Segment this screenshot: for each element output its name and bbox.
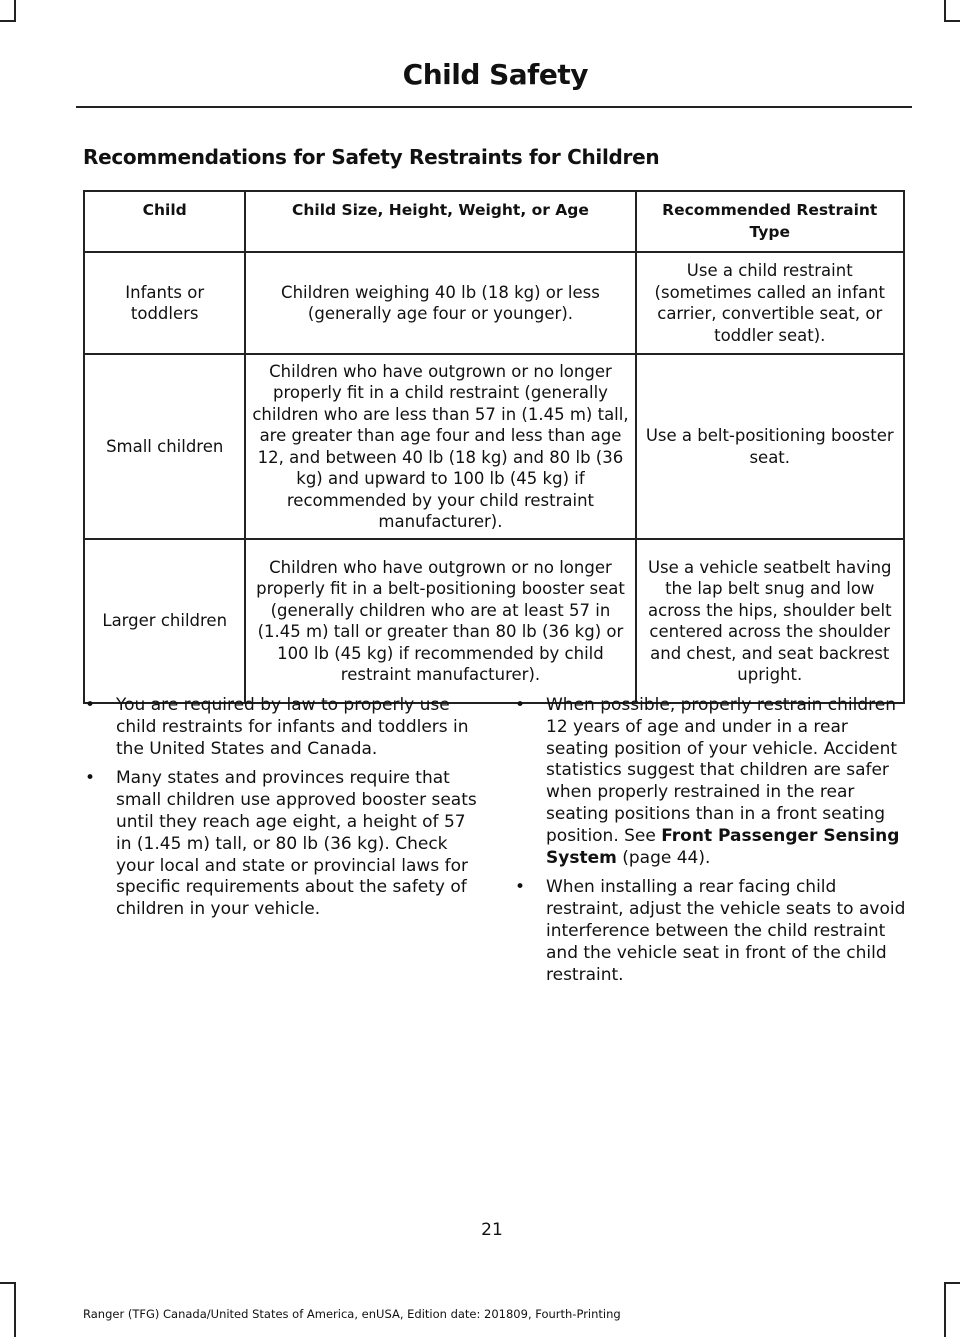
table-cell-child: Small children (84, 354, 245, 539)
table-cell-child: Infants or toddlers (84, 252, 245, 354)
column-header-child: Child (84, 191, 245, 252)
crop-mark-top-right-h (944, 20, 960, 22)
table-cell-size: Children who have outgrown or no longer properly fit in a child restraint (generally children who are less than 57 in (1.45 m) tall, are greater than age four and less than age 12, and between 40 lb (18 kg) and 80 lb (36 kg) and upward to 100 lb (45 kg) if recommended by your child restraint manufacturer). (245, 354, 635, 539)
table-cell-child: Larger children (84, 539, 245, 703)
table-cell-restraint: Use a vehicle seatbelt having the lap belt snug and low across the hips, shoulder belt centered across the shoulder and chest, and seat backrest upright. (636, 539, 905, 703)
bullet-dot: • (85, 768, 96, 789)
table-row (84, 252, 904, 354)
list-item-text: You are required by law to properly use child restraints for infants and toddlers in the United States and Canada. (116, 695, 469, 759)
column-header-restraint: Recommended Restraint Type (636, 191, 905, 252)
crop-mark-bottom-left-h (0, 1282, 16, 1284)
bullet-list-right (513, 695, 909, 994)
list-item (83, 695, 478, 760)
bullet-dot: • (515, 695, 526, 715)
crop-mark-top-left-h (0, 20, 16, 22)
section-heading: Recommendations for Safety Restraints for Children (83, 145, 660, 169)
restraint-recommendations-table (83, 190, 905, 704)
page-title: Child Safety (402, 58, 588, 91)
table-cell-restraint: Use a belt-positioning booster seat. (636, 354, 905, 539)
column-header-size: Child Size, Height, Weight, or Age (245, 191, 635, 252)
header-rule (76, 106, 912, 108)
crop-mark-top-left-v (14, 0, 16, 20)
cross-reference-page: (page 44). (622, 847, 711, 868)
list-item-text: When installing a rear facing child restraint, adjust the vehicle seats to avoid interference between the child restraint and the vehicle seat in front of the child restraint. (546, 877, 906, 985)
bullet-dot: • (85, 695, 96, 715)
list-item-text: When possible, properly restrain children 12 years of age and under in a rear seating position of your vehicle. Accident statistics suggest that children are safer when properly restrained in the rear seating positions than in a front seating position. See (546, 695, 898, 846)
cross-reference-link[interactable]: Front Passenger Sensing System (546, 825, 900, 868)
table-header-row (84, 191, 904, 252)
list-item-text: Many states and provinces require that small children use approved booster seats until they reach age eight, a height of 57 in (1.45 m) tall, or 80 lb (36 kg). Check your local and state or provincial laws for specific requirements about the safety of children in your vehicle. (116, 768, 477, 920)
bullet-dot: • (515, 877, 526, 898)
table-row (84, 539, 904, 703)
table-row (84, 354, 904, 539)
table-cell-size: Children weighing 40 lb (18 kg) or less (generally age four or younger). (245, 252, 635, 354)
bullet-list-left (83, 695, 478, 929)
table-cell-restraint: Use a child restraint (sometimes called an infant carrier, convertible seat, or toddler seat). (636, 252, 905, 354)
crop-mark-bottom-right-h (944, 1282, 960, 1284)
list-item (513, 877, 909, 986)
list-item (83, 768, 478, 921)
crop-mark-top-right-v (944, 0, 946, 20)
crop-mark-bottom-right-v (944, 1282, 946, 1337)
table-cell-size: Children who have outgrown or no longer properly fit in a belt-positioning booster seat (generally children who are at least 57 in (1.45 m) tall or greater than 80 lb (36 kg) or 100 lb (45 kg) if recommended by child restraint manufacturer). (245, 539, 635, 703)
list-item (513, 695, 909, 869)
footer-edition-info: Ranger (TFG) Canada/United States of America, enUSA, Edition date: 201809, Fourth-Printing (83, 1307, 621, 1321)
crop-mark-bottom-left-v (14, 1282, 16, 1337)
page-number: 21 (481, 1220, 503, 1240)
